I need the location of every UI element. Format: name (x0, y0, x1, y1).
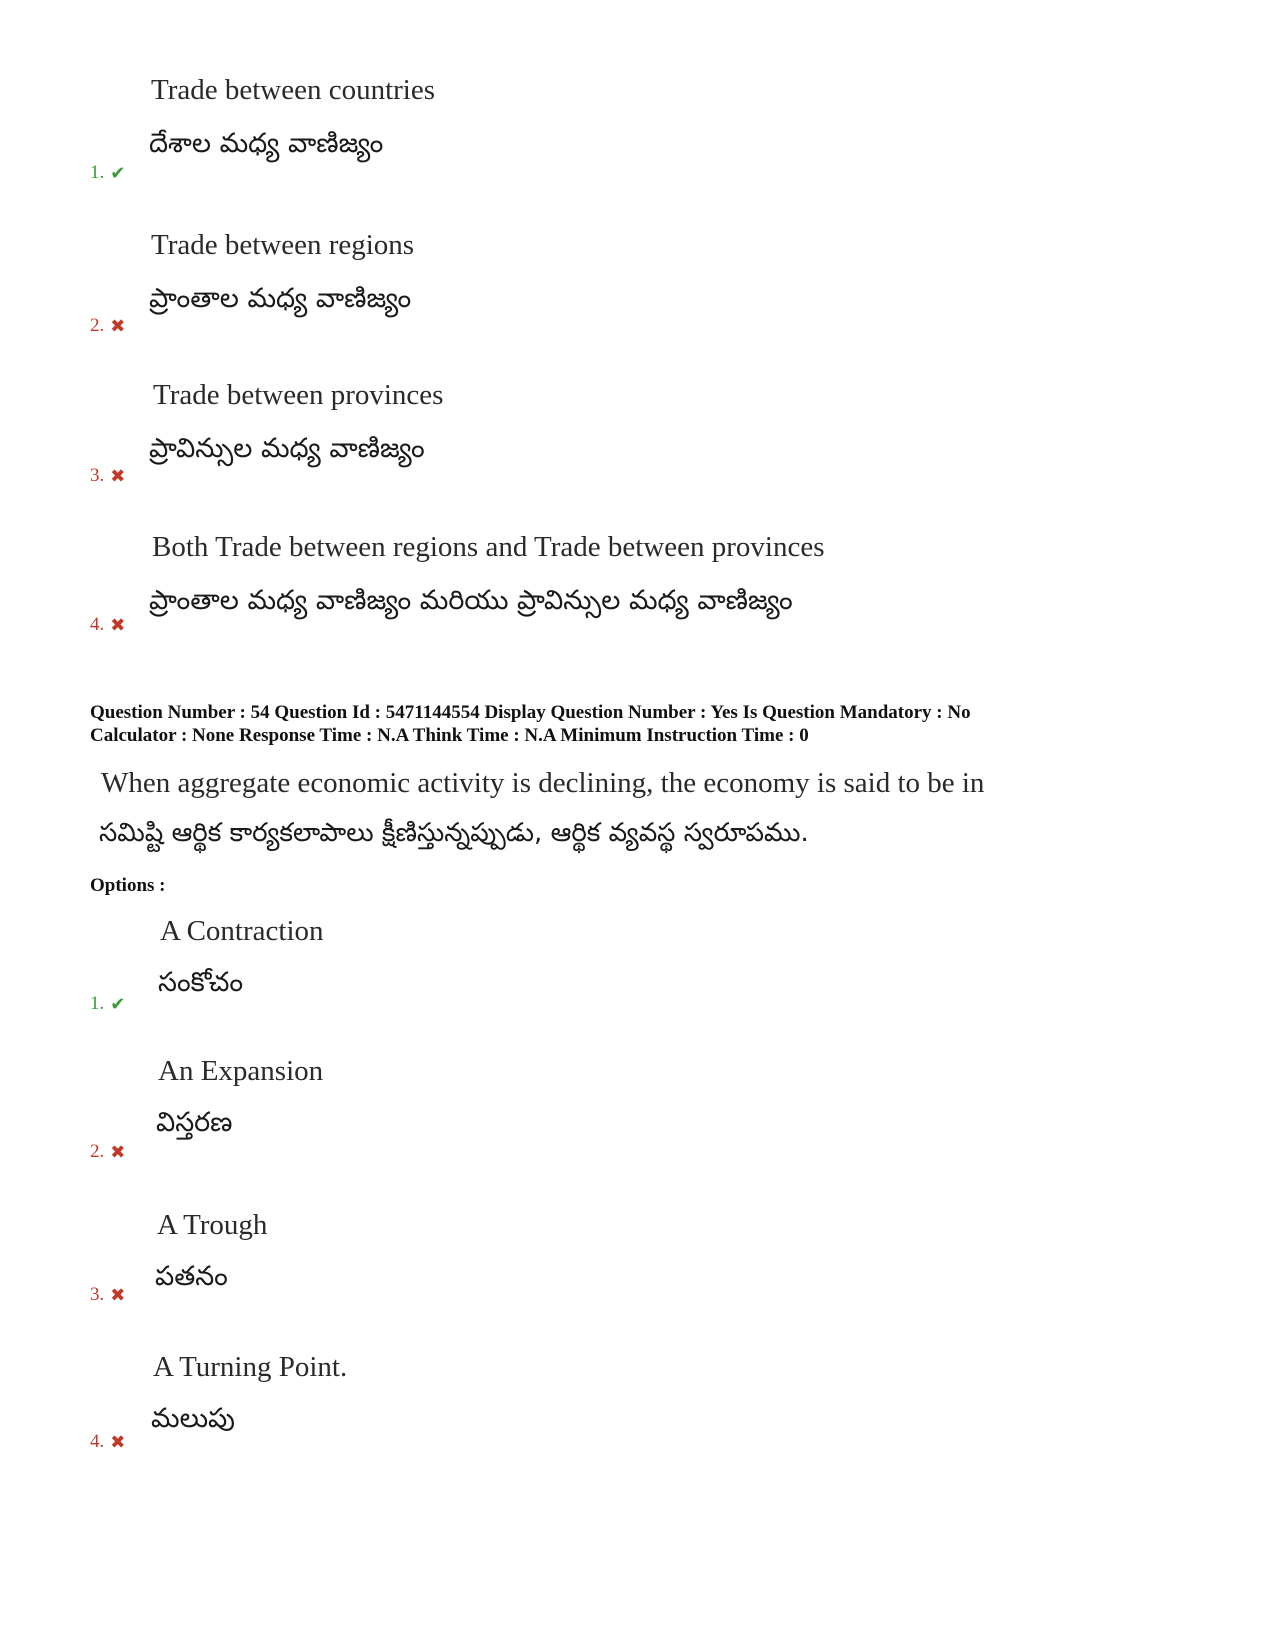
option-number: 4. (90, 1431, 105, 1452)
option-english: Trade between countries (151, 74, 436, 106)
option-marker (90, 1431, 125, 1453)
options-label: Options : (90, 875, 166, 896)
cross-icon: ✖ (110, 315, 126, 337)
check-icon: ✔ (110, 993, 126, 1015)
option-english: A Contraction (160, 915, 324, 947)
option-marker (90, 162, 125, 184)
option-marker (90, 465, 125, 487)
cross-icon: ✖ (110, 614, 126, 636)
option-telugu: మలుపు (151, 1403, 235, 1434)
option-telugu: పతనం (155, 1261, 228, 1292)
option-telugu: సంకోచం (158, 967, 244, 998)
option-marker (90, 315, 125, 337)
option-marker (90, 614, 125, 636)
option-telugu: ప్రాంతాల మధ్య వాణిజ్యం మరియు ప్రావిన్సుల మధ్య వాణిజ్యం (149, 585, 793, 616)
option-english: Trade between regions (151, 229, 415, 261)
option-marker (90, 993, 125, 1015)
option-english: A Turning Point. (153, 1351, 348, 1383)
cross-icon: ✖ (110, 465, 126, 487)
option-number: 3. (90, 465, 105, 486)
question-text-telugu: సమిష్టి ఆర్థిక కార్యకలాపాలు క్షీణిస్తున్నప్పుడు, ఆర్థిక వ్యవస్థ స్వరూపము. (99, 818, 809, 848)
option-marker (90, 1284, 125, 1306)
option-english: Both Trade between regions and Trade between provinces (152, 531, 825, 563)
question-meta-line1: Question Number : 54 Question Id : 5471144554 Display Question Number : Yes Is Question Mandatory : No (90, 702, 971, 723)
check-icon: ✔ (110, 162, 126, 184)
cross-icon: ✖ (110, 1141, 126, 1163)
option-number: 4. (90, 614, 105, 635)
option-telugu: ప్రావిన్సుల మధ్య వాణిజ్యం (149, 433, 425, 464)
cross-icon: ✖ (110, 1431, 126, 1453)
option-telugu: ప్రాంతాల మధ్య వాణిజ్యం (149, 283, 412, 314)
cross-icon: ✖ (110, 1284, 126, 1306)
option-number: 1. (90, 162, 105, 183)
option-number: 2. (90, 1141, 105, 1162)
option-number: 2. (90, 315, 105, 336)
option-english: A Trough (157, 1209, 268, 1241)
option-number: 1. (90, 993, 105, 1014)
question-meta-line2: Calculator : None Response Time : N.A Think Time : N.A Minimum Instruction Time : 0 (90, 725, 809, 746)
option-marker (90, 1141, 125, 1163)
option-english: Trade between provinces (153, 379, 444, 411)
option-telugu: విస్తరణ (156, 1107, 233, 1138)
question-text-english: When aggregate economic activity is declining, the economy is said to be in (101, 767, 985, 799)
option-number: 3. (90, 1284, 105, 1305)
option-telugu: దేశాల మధ్య వాణిజ్యం (149, 128, 384, 159)
option-english: An Expansion (158, 1055, 324, 1087)
